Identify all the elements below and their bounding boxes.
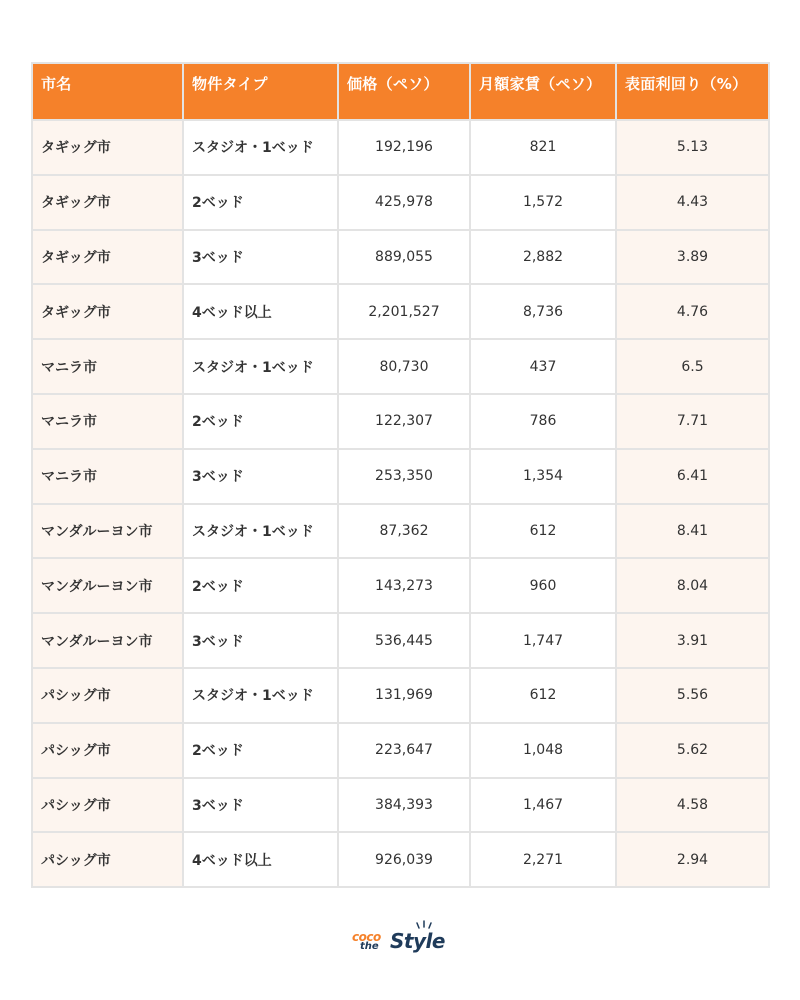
rent-cell: 8,736 (470, 284, 616, 339)
city-cell: タギッグ市 (32, 230, 183, 285)
rent-cell: 1,572 (470, 175, 616, 230)
rent-cell: 1,467 (470, 778, 616, 833)
yield-cell: 5.56 (616, 668, 769, 723)
header-price: 価格（ペソ） (338, 63, 470, 120)
price-cell: 536,445 (338, 613, 470, 668)
table-row (32, 394, 769, 449)
city-cell: タギッグ市 (32, 175, 183, 230)
property-type-cell: スタジオ・1ベッド (183, 339, 338, 394)
city-cell: マンダルーヨン市 (32, 558, 183, 613)
yield-cell: 4.58 (616, 778, 769, 833)
city-cell: パシッグ市 (32, 668, 183, 723)
table-row (32, 230, 769, 285)
yield-cell: 8.04 (616, 558, 769, 613)
rent-cell: 437 (470, 339, 616, 394)
rent-cell: 612 (470, 504, 616, 559)
yield-cell: 3.89 (616, 230, 769, 285)
price-cell: 223,647 (338, 723, 470, 778)
price-cell: 122,307 (338, 394, 470, 449)
rent-cell: 1,354 (470, 449, 616, 504)
property-type-cell: 2ベッド (183, 175, 338, 230)
rent-cell: 2,271 (470, 832, 616, 887)
city-cell: マニラ市 (32, 394, 183, 449)
table-row (32, 175, 769, 230)
header-city: 市名 (32, 63, 183, 120)
city-cell: パシッグ市 (32, 832, 183, 887)
property-type-cell: 4ベッド以上 (183, 284, 338, 339)
city-cell: タギッグ市 (32, 284, 183, 339)
property-type-cell: 4ベッド以上 (183, 832, 338, 887)
logo-style-text: Style (390, 929, 445, 953)
yield-cell: 6.41 (616, 449, 769, 504)
rent-cell: 1,747 (470, 613, 616, 668)
table-row (32, 613, 769, 668)
price-cell: 384,393 (338, 778, 470, 833)
rent-cell: 612 (470, 668, 616, 723)
yield-cell: 4.76 (616, 284, 769, 339)
city-cell: パシッグ市 (32, 778, 183, 833)
property-type-cell: 3ベッド (183, 778, 338, 833)
city-cell: タギッグ市 (32, 120, 183, 175)
property-type-cell: スタジオ・1ベッド (183, 668, 338, 723)
city-cell: マンダルーヨン市 (32, 504, 183, 559)
rent-cell: 2,882 (470, 230, 616, 285)
yield-cell: 3.91 (616, 613, 769, 668)
table-row (32, 504, 769, 559)
table-row (32, 558, 769, 613)
property-type-cell: スタジオ・1ベッド (183, 504, 338, 559)
price-cell: 2,201,527 (338, 284, 470, 339)
logo-coco-text: coco (352, 930, 381, 944)
rent-cell: 960 (470, 558, 616, 613)
table-row (32, 339, 769, 394)
price-cell: 87,362 (338, 504, 470, 559)
table-row (32, 832, 769, 887)
property-type-cell: 2ベッド (183, 394, 338, 449)
city-cell: マニラ市 (32, 449, 183, 504)
yield-cell: 8.41 (616, 504, 769, 559)
price-cell: 926,039 (338, 832, 470, 887)
table-row (32, 668, 769, 723)
price-cell: 253,350 (338, 449, 470, 504)
price-cell: 80,730 (338, 339, 470, 394)
city-cell: マンダルーヨン市 (32, 613, 183, 668)
price-cell: 192,196 (338, 120, 470, 175)
yield-cell: 2.94 (616, 832, 769, 887)
price-cell: 131,969 (338, 668, 470, 723)
yield-cell: 5.62 (616, 723, 769, 778)
property-type-cell: 2ベッド (183, 723, 338, 778)
table-header-row (32, 63, 769, 120)
rent-cell: 1,048 (470, 723, 616, 778)
header-property-type: 物件タイプ (183, 63, 338, 120)
property-type-cell: 3ベッド (183, 613, 338, 668)
city-cell: マニラ市 (32, 339, 183, 394)
brand-logo[interactable] (0, 924, 800, 964)
header-monthly-rent: 月額家賃（ペソ） (470, 63, 616, 120)
property-type-cell: スタジオ・1ベッド (183, 120, 338, 175)
logo-the-text: the (360, 941, 379, 952)
logo-wordmark (352, 924, 448, 958)
sparkle-icon (416, 920, 432, 930)
table-row (32, 778, 769, 833)
property-type-cell: 3ベッド (183, 230, 338, 285)
yield-cell: 5.13 (616, 120, 769, 175)
rent-cell: 786 (470, 394, 616, 449)
yield-cell: 7.71 (616, 394, 769, 449)
price-cell: 889,055 (338, 230, 470, 285)
table-row (32, 449, 769, 504)
property-type-cell: 3ベッド (183, 449, 338, 504)
price-cell: 425,978 (338, 175, 470, 230)
rental-yield-table (31, 62, 770, 888)
yield-cell: 4.43 (616, 175, 769, 230)
header-gross-yield: 表面利回り（%） (616, 63, 769, 120)
rent-cell: 821 (470, 120, 616, 175)
price-cell: 143,273 (338, 558, 470, 613)
yield-cell: 6.5 (616, 339, 769, 394)
table-row (32, 723, 769, 778)
table-row (32, 120, 769, 175)
property-type-cell: 2ベッド (183, 558, 338, 613)
table-row (32, 284, 769, 339)
city-cell: パシッグ市 (32, 723, 183, 778)
